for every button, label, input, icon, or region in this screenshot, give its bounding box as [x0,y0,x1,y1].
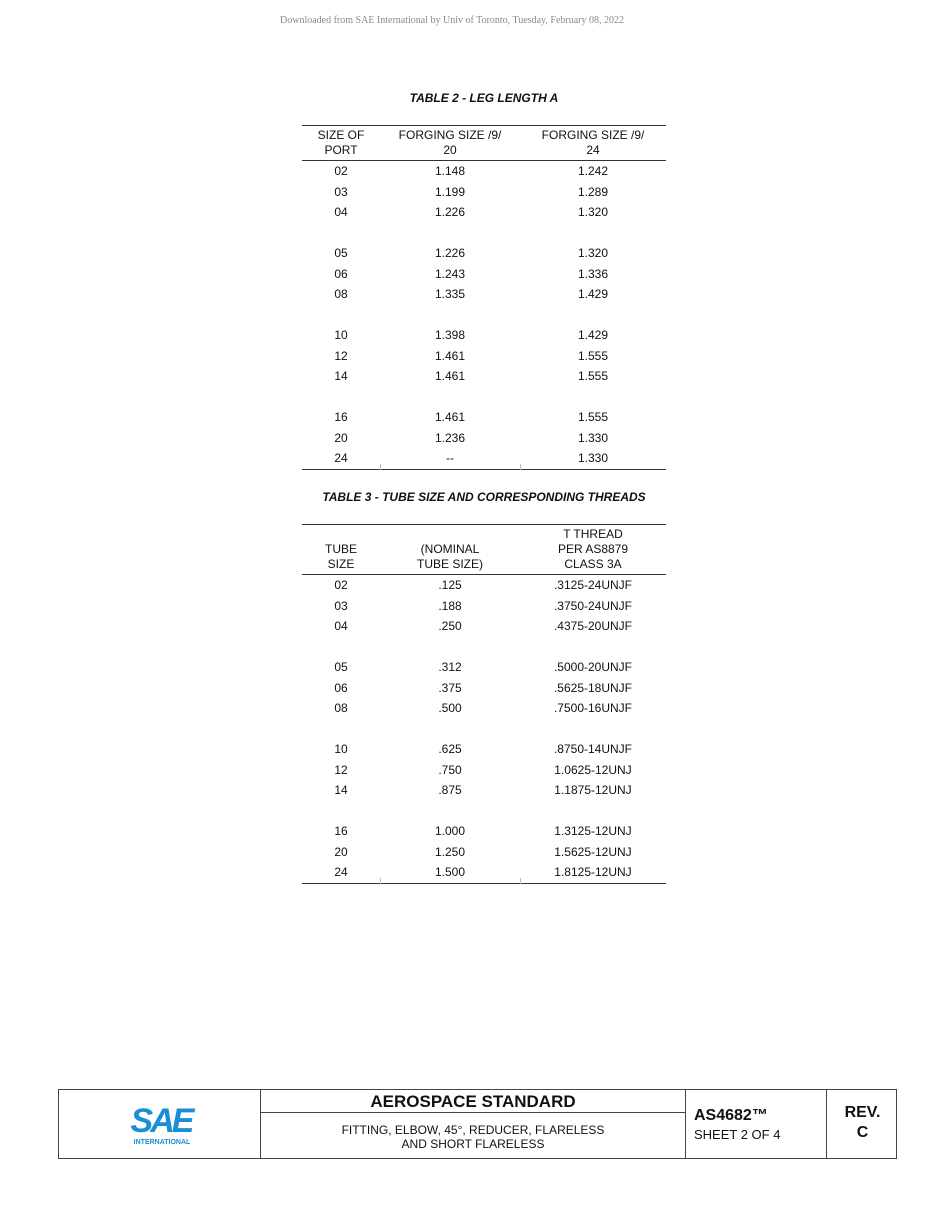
description-line: FITTING, ELBOW, 45°, REDUCER, FLARELESS [341,1123,605,1137]
column-header [380,525,520,575]
table-cell: 1.000 [434,824,466,838]
table-cell: 1.398 [434,328,466,342]
spacer-row [302,305,666,326]
table-row [302,842,666,863]
column-header-line: 24 [586,143,600,157]
table-cell: 08 [334,287,348,301]
table-cell: 1.335 [434,287,466,301]
table-cell: .750 [438,762,462,777]
column-header-line: PORT [324,143,358,157]
table-cell: 10 [334,742,348,756]
table-cell: 1.555 [577,369,609,383]
table-cell: 16 [334,824,348,838]
table-row [302,780,666,801]
column-header [302,525,380,575]
table-cell: .7500-16UNJF [553,701,633,715]
column-header-line: PER AS8879 [557,542,629,556]
table-cell: -- [446,451,454,465]
table-cell: 1.5625-12UNJ [554,844,632,859]
column-header-line: TUBE [324,542,357,556]
table-cell: 1.8125-12UNJ [554,865,632,879]
table-row [302,161,666,182]
table-row [302,698,666,719]
table-row [302,243,666,264]
column-header [520,525,666,575]
table-cell: 06 [334,680,348,695]
table-row [302,264,666,285]
table-cell: 1.0625-12UNJ [554,762,632,777]
logo-cell [59,1090,261,1158]
logo-text: SAE [130,1102,192,1140]
spacer-row [302,801,666,822]
column-divider [520,464,521,470]
column-header-line: SIZE OF [317,128,365,142]
table-cell: 20 [334,430,348,445]
table-tube-threads [302,524,666,884]
table-cell: .5000-20UNJF [553,660,633,674]
revision-cell [827,1090,898,1158]
column-header [302,126,380,161]
column-header-line: FORGING SIZE /9/ [541,128,645,142]
table-cell: 16 [334,410,348,424]
doc-number: AS4682™ [694,1107,768,1124]
description-line: AND SHORT FLARELESS [401,1137,545,1151]
column-header-line: (NOMINAL [420,542,480,556]
document-description [261,1113,685,1151]
table-cell: .500 [438,701,462,715]
table-cell: 12 [334,762,348,777]
table-cell: 1.289 [577,184,609,199]
table-cell: .375 [438,680,462,695]
table-row [302,284,666,305]
column-divider [380,878,381,884]
table-row [302,428,666,449]
table-cell: 04 [334,205,348,219]
spacer-row [302,387,666,408]
spacer-row [302,719,666,740]
table-cell: 1.226 [434,246,466,260]
column-header-line: T THREAD [563,527,623,541]
download-watermark: Downloaded from SAE International by Univ of Toronto, Tuesday, February 08, 2022 [280,15,624,26]
table-cell: 12 [334,348,348,363]
table-cell: .250 [438,619,462,633]
column-header-line: FORGING SIZE /9/ [398,128,502,142]
column-divider [520,878,521,884]
table-cell: 05 [334,660,348,674]
table-cell: 1.555 [577,410,609,424]
table-cell: 1.429 [577,328,609,342]
table-cell: .8750-14UNJF [553,742,633,756]
table-cell: .4375-20UNJF [553,619,633,633]
table-cell: 1.242 [577,164,609,178]
column-header [380,126,520,161]
table-cell: 1.461 [434,348,466,363]
revision-label: REV. [844,1104,881,1121]
doc-number-cell [686,1090,827,1158]
table-cell: 1.555 [577,348,609,363]
table-cell: .3750-24UNJF [553,598,633,613]
table-cell: 03 [334,184,348,199]
table-row [302,616,666,637]
table-row [302,202,666,223]
table-row [302,678,666,699]
table-cell: 1.461 [434,369,466,383]
spacer-row [302,637,666,658]
table-row [302,182,666,203]
table-cell: 24 [334,865,348,879]
table-cell: 1.3125-12UNJ [554,824,632,838]
table-row [302,407,666,428]
table-cell: 1.429 [577,287,609,301]
table-cell: 14 [334,783,348,797]
table-cell: 05 [334,246,348,260]
table-cell: .3125-24UNJF [553,578,633,592]
table-cell: .625 [438,742,462,756]
table-cell: 02 [334,578,348,592]
logo-subtext: INTERNATIONAL [133,1139,191,1146]
column-divider [380,464,381,470]
table-cell: 1.199 [434,184,466,199]
table-cell: 1.236 [434,430,466,445]
column-header-line: CLASS 3A [564,557,622,571]
table-row [302,862,666,883]
table-cell: 04 [334,619,348,633]
table-cell: 1.500 [434,865,466,879]
table-row [302,657,666,678]
table-cell: 1.330 [577,430,609,445]
table-cell: 03 [334,598,348,613]
spacer-row [302,223,666,244]
table-cell: 1.1875-12UNJ [554,783,632,797]
table-cell: .312 [438,660,462,674]
table-cell: 06 [334,266,348,281]
table-row [302,575,666,596]
table-header-row [302,525,666,575]
table-cell: 10 [334,328,348,342]
table-cell: 1.461 [434,410,466,424]
column-header [520,126,666,161]
table-cell: 1.148 [434,164,466,178]
column-header-line: TUBE SIZE) [416,557,483,571]
table-row [302,366,666,387]
table-row [302,739,666,760]
table-cell: 08 [334,701,348,715]
table-row [302,821,666,842]
table-cell: 1.243 [434,266,466,281]
table-cell: 1.226 [434,205,466,219]
table-header-row [302,126,666,161]
table-cell: .875 [438,783,462,797]
sae-logo-icon [127,1102,197,1148]
table-row [302,346,666,367]
table-row [302,325,666,346]
table-cell: 1.330 [577,451,609,465]
title-cell [261,1090,686,1158]
table-leg-length [302,125,666,470]
table-row [302,448,666,469]
table-cell: 1.320 [577,205,609,219]
table-cell: 1.250 [434,844,466,859]
table-cell: 1.336 [577,266,609,281]
table-cell: .125 [438,578,462,592]
column-header-line: SIZE [327,557,355,571]
table2-caption: TABLE 2 - LEG LENGTH A [409,91,559,105]
table3-caption: TABLE 3 - TUBE SIZE AND CORRESPONDING THREADS [322,490,646,504]
table-cell: 1.320 [577,246,609,260]
table-cell: .5625-18UNJF [553,680,633,695]
table-cell: 14 [334,369,348,383]
sheet-number: SHEET 2 OF 4 [694,1127,781,1142]
table-cell: 20 [334,844,348,859]
table-cell: .188 [438,598,462,613]
column-header-line: 20 [443,143,457,157]
standard-title: AEROSPACE STANDARD [261,1090,685,1113]
table-cell: 02 [334,164,348,178]
table-row [302,760,666,781]
table-row [302,596,666,617]
title-block [58,1089,897,1159]
revision-value: C [856,1124,869,1141]
table-cell: 24 [334,451,348,465]
